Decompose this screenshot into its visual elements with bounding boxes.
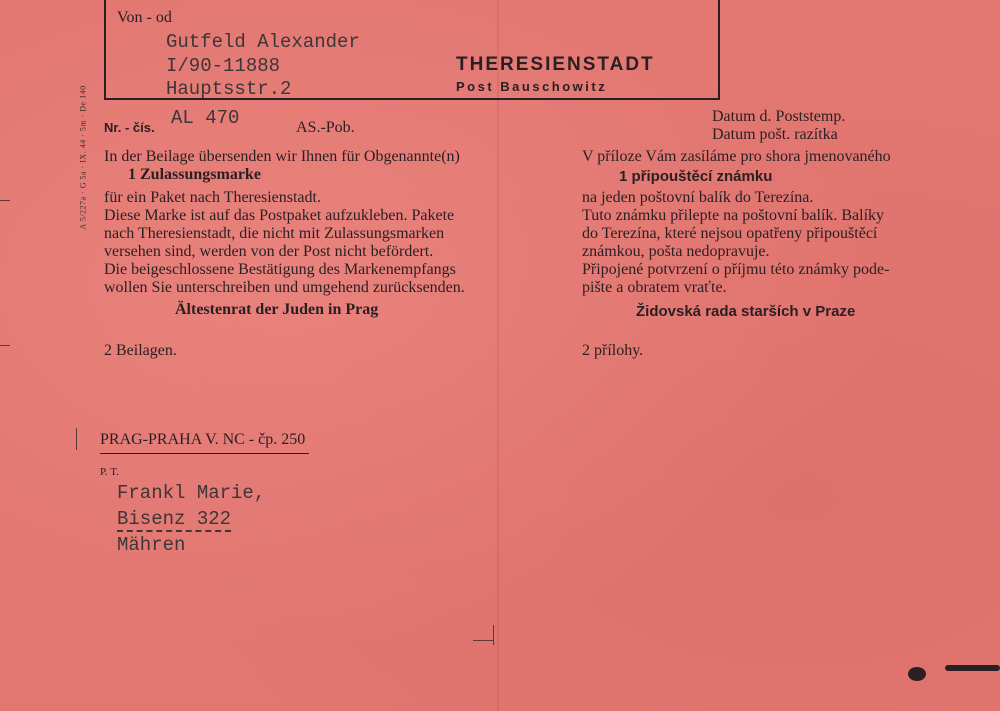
date-stamp-cz: Datum pošt. razítka <box>712 126 838 143</box>
sender-name: Gutfeld Alexander <box>166 31 360 53</box>
czech-enclosures: 2 přílohy. <box>582 342 644 359</box>
german-line: Diese Marke ist auf das Postpaket aufzukleben. Pakete <box>104 207 455 224</box>
sender-number: I/90-11888 <box>166 55 281 77</box>
german-line: nach Theresienstadt, die nicht mit Zulassungsmarken <box>104 225 445 242</box>
nr-value: AL 470 <box>171 107 240 129</box>
german-line: Die beigeschlossene Bestätigung des Markenempfangs <box>104 261 456 278</box>
german-heading: 1 Zulassungsmarke <box>128 166 261 183</box>
recipient-street: Bisenz 322 <box>117 508 232 530</box>
german-line: für ein Paket nach Theresienstadt. <box>104 189 321 206</box>
czech-signature: Židovská rada starších v Praze <box>636 303 856 320</box>
czech-line: Tuto známku přilepte na poštovní balík. Balíky <box>582 207 885 224</box>
corner-mark <box>493 625 494 645</box>
as-pob: AS.-Pob. <box>296 119 355 136</box>
german-line: wollen Sie unterschreiben und umgehend zurücksenden. <box>104 279 465 296</box>
corner-mark <box>473 640 493 641</box>
german-line: versehen sind, werden von der Post nicht befördert. <box>104 243 434 260</box>
czech-line: do Terezína, které nejsou opatřeny připouštěcí <box>582 225 878 242</box>
sender-street: Hauptsstr.2 <box>166 78 292 100</box>
czech-line: známkou, pošta nedopravuje. <box>582 243 770 260</box>
date-stamp-de: Datum d. Poststemp. <box>712 108 846 125</box>
czech-line: pište a obratem vraťte. <box>582 279 727 296</box>
sender-label: Von - od <box>117 9 172 26</box>
recipient-region: Mähren <box>117 534 186 556</box>
german-intro: In der Beilage übersenden wir Ihnen für Obgenannte(n) <box>104 148 460 165</box>
ink-blot <box>908 667 926 681</box>
recipient-name: Frankl Marie, <box>117 482 266 504</box>
nr-label: Nr. - čís. <box>104 120 155 135</box>
german-signature: Ältestenrat der Juden in Prag <box>175 301 379 318</box>
post-office: Post Bauschowitz <box>456 79 608 94</box>
fold-line <box>497 0 499 711</box>
ink-stroke <box>945 665 1000 671</box>
czech-line: Připojené potvrzení o příjmu této známky pode- <box>582 261 890 278</box>
corner-mark <box>76 428 77 450</box>
czech-heading: 1 připouštěcí známku <box>619 168 773 185</box>
camp-name: THERESIENSTADT <box>456 54 655 75</box>
margin-tick <box>0 200 10 201</box>
recipient-office: PRAG-PRAHA V. NC - čp. 250 <box>100 431 309 454</box>
pt-label: P. T. <box>100 466 119 478</box>
czech-intro: V příloze Vám zasíláme pro shora jmenovaného <box>582 148 891 165</box>
german-enclosures: 2 Beilagen. <box>104 342 177 359</box>
margin-tick <box>0 345 10 346</box>
form-code: A 5/227a · G 5a · IX. 44 · 5m · De 140 <box>78 85 88 230</box>
czech-line: na jeden poštovní balík do Terezína. <box>582 189 814 206</box>
